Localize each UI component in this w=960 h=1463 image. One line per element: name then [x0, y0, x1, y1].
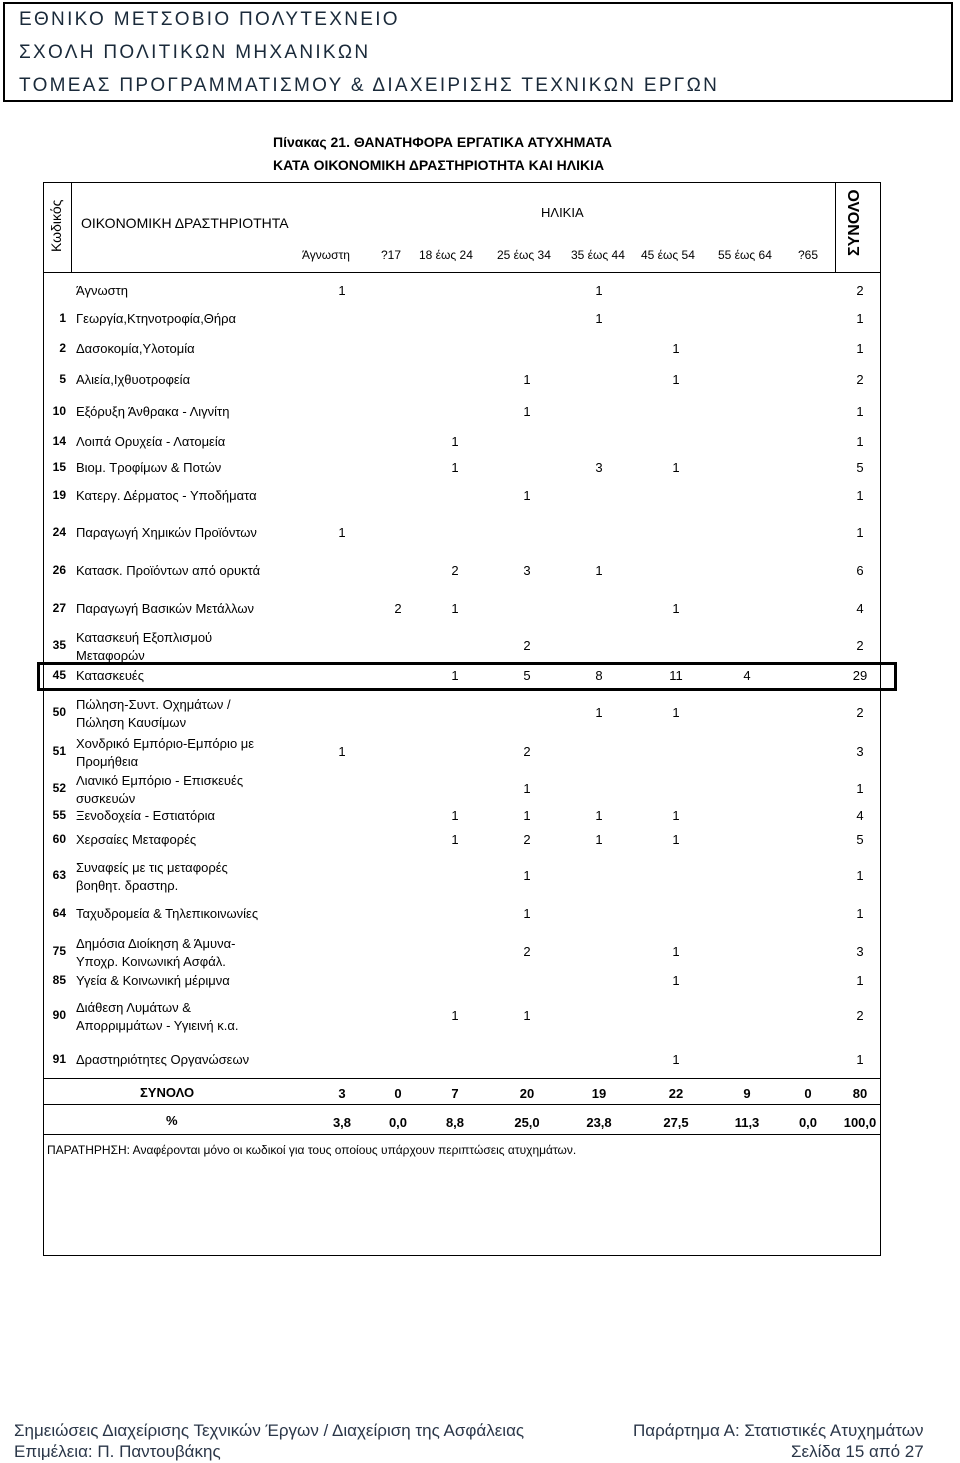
row-code: 75: [52, 944, 66, 958]
cell-value: 1: [451, 460, 459, 475]
row-total: 1: [856, 525, 864, 540]
code-header: Κωδικός: [48, 199, 64, 252]
row-label: Απορριμμάτων - Υγιεινή κ.α.: [76, 1018, 239, 1033]
row-code: 50: [52, 705, 66, 719]
cell-value: 1: [672, 372, 680, 387]
table-caption-line-2: ΚΑΤΑ ΟΙΚΟΝΟΜΙΚΗ ΔΡΑΣΤΗΡΙΟΤΗΤΑ ΚΑΙ ΗΛΙΚΙΑ: [273, 157, 605, 173]
row-label: Εξόρυξη Άνθρακα - Λιγνίτη: [76, 404, 230, 419]
row-total: 1: [856, 906, 864, 921]
cell-value: 1: [523, 906, 531, 921]
cell-value: 1: [672, 808, 680, 823]
cell-value: 1: [523, 808, 531, 823]
cell-value: 1: [451, 668, 459, 683]
row-code: 90: [52, 1008, 66, 1022]
totals-bottom-rule: [43, 1134, 881, 1135]
row-label: Βιομ. Τροφίμων & Ποτών: [76, 460, 222, 475]
total-column-divider: [835, 182, 836, 272]
row-total: 1: [856, 341, 864, 356]
age-column-header: 45 έως 54: [641, 248, 695, 262]
row-label: Δραστηριότητες Οργανώσεων: [76, 1052, 250, 1067]
row-label: Κατασκευές: [76, 668, 144, 683]
row-total: 3: [856, 744, 864, 759]
row-label: Άγνωστη: [76, 283, 128, 298]
row-label: συσκευών: [76, 791, 136, 806]
percent-cell: 23,8: [586, 1115, 612, 1130]
row-total: 2: [856, 1008, 864, 1023]
age-column-header: ?17: [381, 248, 402, 262]
cell-value: 1: [523, 372, 531, 387]
cell-value: 1: [523, 781, 531, 796]
cell-value: 4: [743, 668, 751, 683]
age-column-header: 35 έως 44: [571, 248, 625, 262]
row-label: Κατεργ. Δέρματος - Υποδήματα: [76, 488, 257, 503]
row-total: 2: [856, 638, 864, 653]
row-total: 2: [856, 705, 864, 720]
age-column-header: Άγνωστη: [302, 248, 350, 262]
percent-total: 100,0: [843, 1115, 877, 1130]
cell-value: 1: [523, 488, 531, 503]
total-cell: 0: [394, 1086, 402, 1101]
row-label: Πώληση-Συντ. Οχημάτων /: [76, 697, 231, 712]
row-total: 29: [852, 668, 868, 683]
row-label: Πώληση Καυσίμων: [76, 715, 187, 730]
row-code: 63: [52, 868, 66, 882]
cell-value: 2: [523, 744, 531, 759]
footer-right-line-1: Παράρτημα Α: Στατιστικές Ατυχημάτων: [633, 1421, 924, 1440]
row-label: Χονδρικό Εμπόριο-Εμπόριο με: [76, 736, 255, 751]
row-total: 5: [856, 832, 864, 847]
row-total: 6: [856, 563, 864, 578]
cell-value: 1: [672, 1052, 680, 1067]
age-column-header: 18 έως 24: [419, 248, 473, 262]
cell-value: 2: [451, 563, 459, 578]
row-code: 64: [52, 906, 66, 920]
cell-value: 1: [672, 705, 680, 720]
footer-left-line-1: Σημειώσεις Διαχείρισης Τεχνικών Έργων / Διαχείριση της Ασφάλειας: [14, 1421, 525, 1440]
row-label: βοηθητ. δραστηρ.: [76, 878, 179, 893]
grand-total: 80: [852, 1086, 868, 1101]
cell-value: 1: [672, 832, 680, 847]
footer-right-line-2: Σελίδα 15 από 27: [791, 1442, 924, 1461]
total-cell: 19: [591, 1086, 607, 1101]
cell-value: 1: [672, 944, 680, 959]
percent-cell: 25,0: [514, 1115, 540, 1130]
header-bottom-rule: [43, 272, 881, 273]
cell-value: 1: [451, 434, 459, 449]
cell-value: 1: [523, 1008, 531, 1023]
cell-value: 2: [394, 601, 402, 616]
row-label: Λιανικό Εμπόριο - Επισκευές: [76, 773, 244, 788]
cell-value: 1: [595, 808, 603, 823]
row-code: 26: [52, 563, 66, 577]
table-note: ΠΑΡΑΤΗΡΗΣΗ: Αναφέρονται μόνο οι κωδικοί για τους οποίους υπάρχουν περιπτώσεις ατυχημάτων.: [47, 1143, 577, 1157]
row-total: 1: [856, 781, 864, 796]
cell-value: 1: [451, 601, 459, 616]
row-label: Δασοκομία,Υλοτομία: [76, 341, 195, 356]
totals-middle-rule: [43, 1104, 881, 1105]
cell-value: 1: [595, 283, 603, 298]
row-code: 27: [52, 601, 66, 615]
row-total: 2: [856, 372, 864, 387]
row-label: Υγεία & Κοινωνική μέριμνα: [76, 973, 230, 988]
row-label: Υποχρ. Κοινωνική Ασφάλ.: [76, 954, 226, 969]
percent-cell: 0,0: [388, 1115, 408, 1130]
row-code: 15: [52, 460, 66, 474]
cell-value: 2: [523, 944, 531, 959]
row-total: 1: [856, 311, 864, 326]
row-label: Χερσαίες Μεταφορές: [76, 832, 197, 847]
cell-value: 1: [672, 973, 680, 988]
header-box: [3, 2, 953, 102]
row-code: 51: [52, 744, 66, 758]
row-code: 19: [52, 488, 66, 502]
percent-cell: 27,5: [663, 1115, 689, 1130]
row-label: Ταχυδρομεία & Τηλεπικοινωνίες: [76, 906, 259, 921]
row-total: 4: [856, 808, 864, 823]
row-total: 1: [856, 868, 864, 883]
cell-value: 3: [595, 460, 603, 475]
cell-value: 8: [595, 668, 603, 683]
highlighted-row-frame: [37, 662, 897, 691]
total-cell: 20: [519, 1086, 535, 1101]
row-code: 2: [59, 341, 66, 355]
cell-value: 1: [451, 832, 459, 847]
code-column-divider: [71, 182, 72, 272]
row-code: 1: [59, 311, 66, 325]
row-label: Συναφείς με τις μεταφορές: [76, 860, 228, 875]
cell-value: 1: [672, 460, 680, 475]
activity-header: ΟΙΚΟΝΟΜΙΚΗ ΔΡΑΣΤΗΡΙΟΤΗΤΑ: [81, 215, 289, 231]
total-row-label: ΣΥΝΟΛΟ: [140, 1085, 195, 1100]
total-cell: 3: [338, 1086, 346, 1101]
row-total: 1: [856, 488, 864, 503]
footer-left-line-2: Επιμέλεια: Π. Παντουβάκης: [14, 1442, 221, 1461]
row-code: 91: [52, 1052, 66, 1066]
cell-value: 3: [523, 563, 531, 578]
header-line-2: ΣΧΟΛΗ ΠΟΛΙΤΙΚΩΝ ΜΗΧΑΝΙΚΩΝ: [19, 42, 371, 63]
row-total: 2: [856, 283, 864, 298]
row-label: Διάθεση Λυμάτων &: [76, 1000, 191, 1015]
row-code: 35: [52, 638, 66, 652]
row-label: Παραγωγή Βασικών Μετάλλων: [76, 601, 255, 616]
cell-value: 1: [451, 1008, 459, 1023]
cell-value: 1: [451, 808, 459, 823]
row-code: 5: [59, 372, 66, 386]
age-header: ΗΛΙΚΙΑ: [541, 205, 584, 220]
age-column-header: 25 έως 34: [497, 248, 551, 262]
row-code: 60: [52, 832, 66, 846]
row-code: 55: [52, 808, 66, 822]
row-total: 1: [856, 434, 864, 449]
cell-value: 1: [338, 283, 346, 298]
age-column-header: ?65: [798, 248, 819, 262]
total-cell: 7: [451, 1086, 459, 1101]
row-total: 1: [856, 1052, 864, 1067]
cell-value: 1: [595, 563, 603, 578]
cell-value: 2: [523, 832, 531, 847]
row-code: 52: [52, 781, 66, 795]
cell-value: 1: [595, 832, 603, 847]
total-cell: 22: [668, 1086, 684, 1101]
table-caption-line-1: Πίνακας 21. ΘΑΝΑΤΗΦΟΡΑ ΕΡΓΑΤΙΚΑ ΑΤΥΧΗΜΑΤΑ: [273, 134, 612, 150]
cell-value: 1: [338, 525, 346, 540]
percent-cell: 0,0: [798, 1115, 818, 1130]
row-label: Προμήθεια: [76, 754, 139, 769]
row-label: Κατασκ. Προϊόντων από ορυκτά: [76, 563, 261, 578]
cell-value: 1: [523, 868, 531, 883]
row-code: 14: [52, 434, 66, 448]
cell-value: 5: [523, 668, 531, 683]
row-code: 10: [52, 404, 66, 418]
row-label: Γεωργία,Κτηνοτροφία,Θήρα: [76, 311, 237, 326]
cell-value: 11: [669, 668, 683, 683]
cell-value: 1: [523, 404, 531, 419]
percent-row-label: %: [166, 1113, 178, 1128]
row-code: 45: [52, 668, 66, 682]
cell-value: 1: [595, 705, 603, 720]
row-label: Παραγωγή Χημικών Προϊόντων: [76, 525, 257, 540]
age-column-header: 55 έως 64: [718, 248, 772, 262]
total-cell: 9: [743, 1086, 751, 1101]
header-line-1: ΕΘΝΙΚΟ ΜΕΤΣΟΒΙΟ ΠΟΛΥΤΕΧΝΕΙΟ: [19, 9, 400, 30]
cell-value: 1: [672, 601, 680, 616]
percent-cell: 8,8: [445, 1115, 465, 1130]
row-label: Μεταφορών: [76, 648, 145, 663]
cell-value: 2: [523, 638, 531, 653]
row-total: 5: [856, 460, 864, 475]
row-total: 1: [856, 404, 864, 419]
row-total: 4: [856, 601, 864, 616]
percent-cell: 3,8: [332, 1115, 352, 1130]
row-label: Αλιεία,Ιχθυοτροφεία: [76, 372, 191, 387]
percent-cell: 11,3: [734, 1115, 760, 1130]
row-label: Λοιπά Ορυχεία - Λατομεία: [76, 434, 226, 449]
cell-value: 1: [672, 341, 680, 356]
totals-top-rule: [43, 1078, 881, 1079]
row-code: 24: [52, 525, 66, 539]
total-cell: 0: [804, 1086, 812, 1101]
row-total: 1: [856, 973, 864, 988]
total-header: ΣΥΝΟΛΟ: [846, 189, 863, 256]
cell-value: 1: [595, 311, 603, 326]
row-label: Δημόσια Διοίκηση & Άμυνα-: [76, 936, 236, 951]
row-label: Ξενοδοχεία - Εστιατόρια: [76, 808, 216, 823]
row-code: 85: [52, 973, 66, 987]
row-label: Κατασκευή Εξοπλισμού: [76, 630, 213, 645]
cell-value: 1: [338, 744, 346, 759]
row-total: 3: [856, 944, 864, 959]
header-line-3: ΤΟΜΕΑΣ ΠΡΟΓΡΑΜΜΑΤΙΣΜΟΥ & ΔΙΑΧΕΙΡΙΣΗΣ ΤΕΧΝΙΚΩΝ ΕΡΓΩΝ: [19, 75, 720, 96]
